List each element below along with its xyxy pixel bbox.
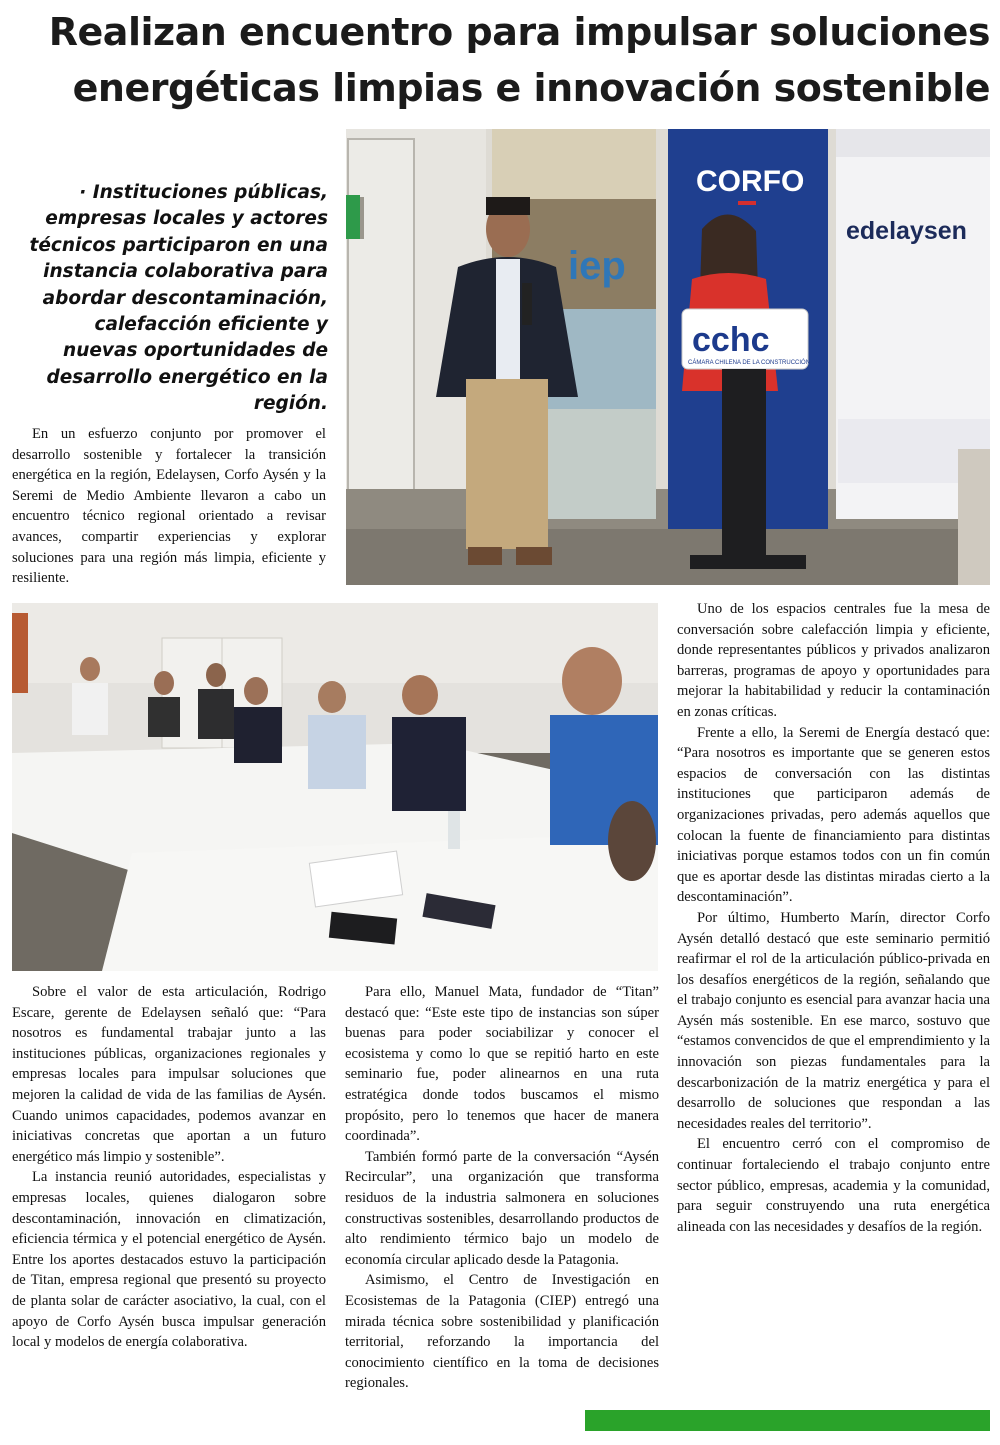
column-left-paragraph-1: Sobre el valor de esta articulación, Rodrigo Escare, gerente de Edelaysen señaló que: “Para nosotros es fundamental trabajar junto a las instituciones públicas, organizaciones regionales y empresas locales para impulsar soluciones que mejoren la calidad de vida de las familias de Aysén. Cuando unimos capacidades, podemos avanzar en iniciativas concretas que aportan a un futuro energético más limpio y sostenible”. <box>12 984 326 1165</box>
banner-edelaysen-text: edelaysen <box>846 217 967 245</box>
column-middle-paragraph-3: Asimismo, el Centro de Investigación en Ecosistemas de la Patagonia (CIEP) entregó una mirada técnica sobre sostenibilidad y planificación territorial, reforzando la importancia del conocimiento científico en la toma de decisiones regionales. <box>345 1272 659 1392</box>
photo-meeting-table <box>12 603 658 971</box>
photo-meeting-illustration <box>12 603 658 971</box>
photo-speakers-podium <box>346 129 990 585</box>
column-right-paragraph-2: Frente a ello, la Seremi de Energía destacó que: “Para nosotros es importante que se generen estos espacios de conversación con las distintas instituciones que participaron además de organizaciones privadas, pero además aquellos que colocan la fuente de financiamiento para distintas iniciativas porque estamos todos con un fin común que es aportar desde las distintas miradas cierto a la descontaminación”. <box>677 724 990 906</box>
footer-accent-bar <box>585 1410 990 1431</box>
column-middle-paragraph-1: Para ello, Manuel Mata, fundador de “Titan” destacó que: “Este este tipo de instancias son súper buenas para poder sociabilizar y conocer el ecosistema y como lo que se repitió harto en este seminario fue, poder alinearnos en una ruta estratégica donde todos buscamos el mismo propósito, pero lo tenemos que hacer de manera coordinada”. <box>345 984 659 1145</box>
banner-corfo-text: CORFO <box>696 165 805 198</box>
column-middle-paragraph-2: También formó parte de la conversación “Aysén Recircular”, una organización que transforma residuos de la industria salmonera en soluciones constructivas sostenibles, desarrollando productos de alto rendimiento térmico bajo un modelo de economía circular aplicado desde la Patagonia. <box>345 1148 659 1268</box>
column-right <box>677 599 990 1237</box>
intro-paragraph <box>12 424 326 589</box>
column-middle <box>345 982 659 1394</box>
podium-logo: cchc <box>692 321 770 359</box>
column-left-paragraph-2: La instancia reunió autoridades, especialistas y empresas locales, quienes dialogaron sobre descontaminación, innovación en climatización, eficiencia térmica y el potencial energético de Aysén. Entre los aportes destacados estuvo la participación de Titan, empresa regional que presentó su proyecto de planta solar de carácter asociativo, la cual, con el apoyo de Corfo Aysén busca impulsar generación local y modelos de energía colaborativa. <box>12 1169 326 1351</box>
column-right-paragraph-3: Por último, Humberto Marín, director Corfo Aysén detalló destacó que este seminario permitió reafirmar el rol de la articulación público-privada en los desafíos energéticos de la región, señalando que el trabajo conjunto es esencial para avanzar hacia una Aysén más sostenible. En ese marco, sostuvo que “estamos convencidos de que el emprendimiento y la innovación son piezas fundamentales para la descarbonización de la matriz energética y para el desarrollo de soluciones que respondan a las necesidades reales del territorio”. <box>677 909 990 1132</box>
column-right-paragraph-1: Uno de los espacios centrales fue la mesa de conversación sobre calefacción limpia y eficiente, donde representantes públicos y privados analizaron barreras, programas de apoyo y oportunidades para mejorar la habitabilidad y reducir la contaminación en zonas críticas. <box>677 601 990 720</box>
column-right-paragraph-4: El encuentro cerró con el compromiso de continuar fortaleciendo el trabajo conjunto entre sector público, empresas, academia y la comunidad, para seguir construyendo una ruta energética alineada con las necesidades y desafíos de la región. <box>677 1136 990 1235</box>
headline-line-2: energéticas limpias e innovación sostenible <box>72 66 990 110</box>
banner-ciep-text: iep <box>568 244 626 288</box>
column-left <box>12 982 326 1353</box>
headline-line-1: Realizan encuentro para impulsar soluciones <box>48 10 990 54</box>
intro-text: En un esfuerzo conjunto por promover el desarrollo sostenible y fortalecer la transición energética en la región, Edelaysen, Corfo Aysén y la Seremi de Medio Ambiente llevaron a cabo un encuentro técnico regional orientado a revisar avances, compartir experiencias y explorar soluciones para una región más limpia, eficiente y resiliente. <box>12 426 326 587</box>
lead-summary: · Instituciones públicas, empresas locales y actores técnicos participaron en una instancia colaborativa para abordar descontaminación, calefacción eficiente y nuevas oportunidades de desarrollo energético en la región. <box>29 182 328 415</box>
photo-speakers-illustration <box>346 129 990 585</box>
headline <box>20 4 990 116</box>
podium-caption: CÁMARA CHILENA DE LA CONSTRUCCIÓN <box>688 360 811 366</box>
